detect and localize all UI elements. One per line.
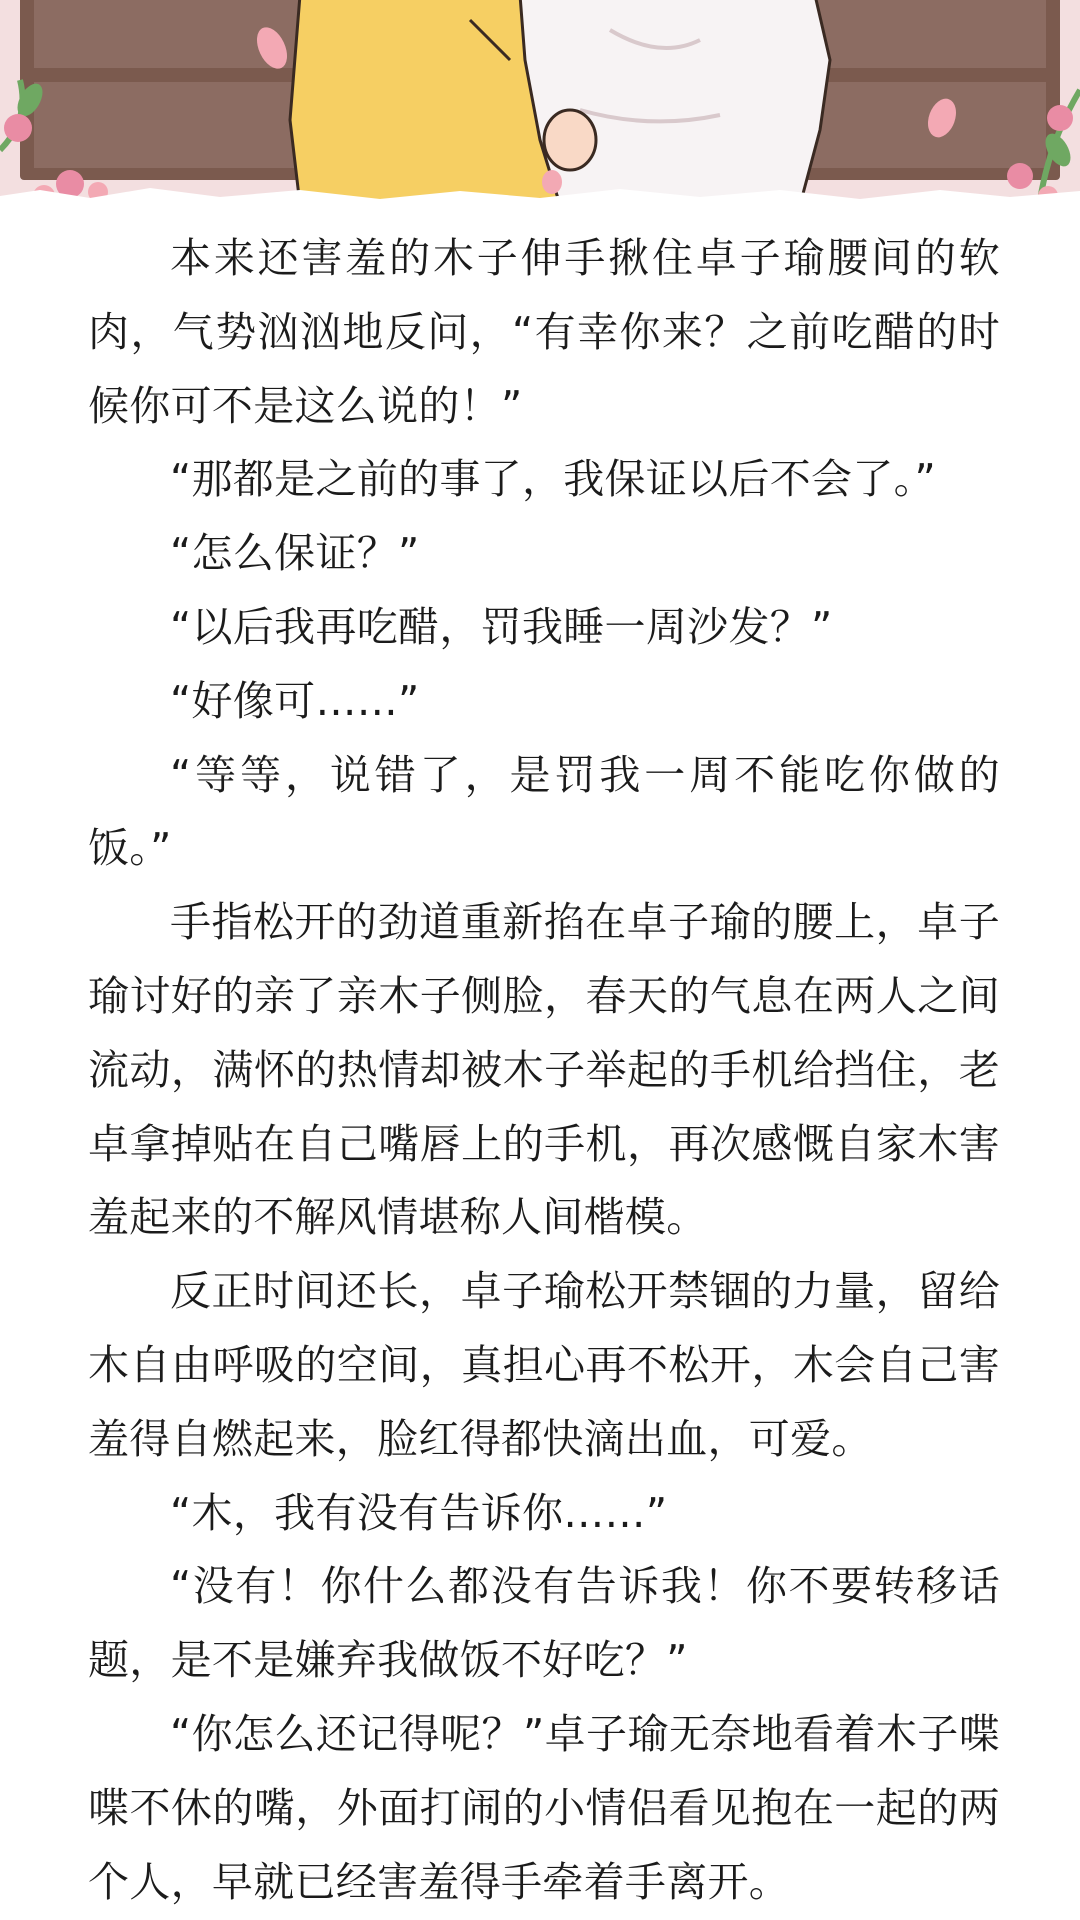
paragraph: 反正时间还长，卓子瑜松开禁锢的力量，留给木自由呼吸的空间，真担心再不松开，木会自己害羞得自燃起来，脸红得都快滴出血，可爱。: [88, 1267, 1000, 1463]
article-body: [88, 222, 1000, 1919]
paragraph: 手指松开的劲道重新掐在卓子瑜的腰上，卓子瑜讨好的亲了亲木子侧脸，春天的气息在两人之间流动，满怀的热情却被木子举起的手机给挡住，老卓拿掉贴在自己嘴唇上的手机，再次感慨自家木害羞起来的不解风情堪称人间楷模。: [88, 898, 1000, 1242]
paragraph: “木，我有没有告诉你……”: [170, 1488, 668, 1537]
paragraph: “你怎么还记得呢？”卓子瑜无奈地看着木子喋喋不休的嘴，外面打闹的小情侣看见抱在一起的两个人，早就已经害羞得手牵着手离开。: [88, 1709, 1000, 1906]
paragraph: “没有！你什么都没有告诉我！你不要转移话题，是不是嫌弃我做饭不好吃？”: [88, 1562, 1000, 1685]
white-shirt-figure: [520, 0, 830, 205]
couple-embrace-illustration: [0, 0, 1080, 205]
paragraph: “怎么保证？”: [170, 529, 420, 578]
paragraph: “等等，说错了，是罚我一周不能吃你做的饭。”: [88, 750, 1000, 873]
paragraph: “好像可……”: [170, 676, 420, 725]
illustration-banner: [0, 0, 1080, 205]
paragraph: “那都是之前的事了，我保证以后不会了。”: [170, 455, 936, 504]
paragraph: “以后我再吃醋，罚我睡一周沙发？”: [170, 602, 833, 651]
paragraph: 本来还害羞的木子伸手揪住卓子瑜腰间的软肉，气势汹汹地反问，“有幸你来？之前吃醋的时候你可不是这么说的！”: [88, 234, 1000, 430]
window-left: [20, 0, 320, 180]
petal-icon: [542, 170, 562, 194]
